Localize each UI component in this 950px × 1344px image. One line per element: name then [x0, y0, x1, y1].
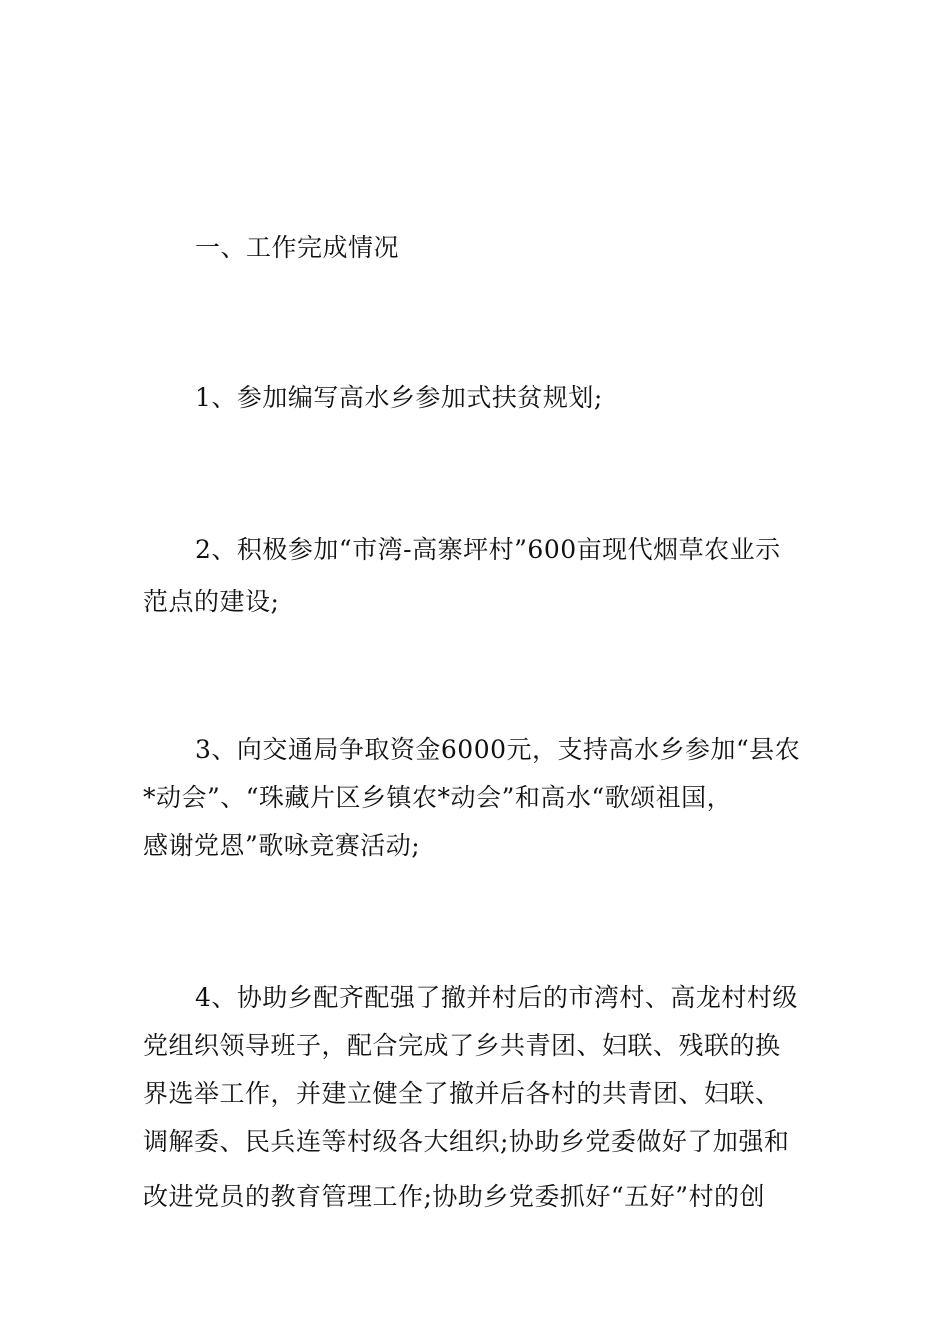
paragraph-line: 1、参加编写高水乡参加式扶贫规划; — [195, 383, 603, 412]
paragraph-line: 2、积极参加“市湾-高寨坪村”600亩现代烟草农业示 — [195, 535, 781, 564]
paragraph-line: *动会”、“珠藏片区乡镇农*动会”和高水“歌颂祖国， — [143, 783, 733, 812]
paragraph-line: 范点的建设; — [143, 587, 280, 616]
paragraph-line: 改进党员的教育管理工作;协助乡党委抓好“五好”村的创 — [143, 1182, 765, 1211]
paragraph-line: 3、向交通局争取资金6000元，支持高水乡参加“县农 — [195, 735, 801, 764]
paragraph-line: 4、协助乡配齐配强了撤并村后的市湾村、高龙村村级 — [195, 983, 798, 1012]
paragraph-line: 感谢党恩”歌咏竞赛活动; — [143, 831, 421, 860]
paragraph-line: 界选举工作，并建立健全了撤并后各村的共青团、妇联、 — [143, 1079, 781, 1108]
section-heading: 一、工作完成情况 — [195, 233, 400, 262]
paragraph-line: 调解委、民兵连等村级各大组织;协助乡党委做好了加强和 — [143, 1127, 790, 1156]
paragraph-line: 党组织领导班子，配合完成了乡共青团、妇联、残联的换 — [143, 1031, 781, 1060]
